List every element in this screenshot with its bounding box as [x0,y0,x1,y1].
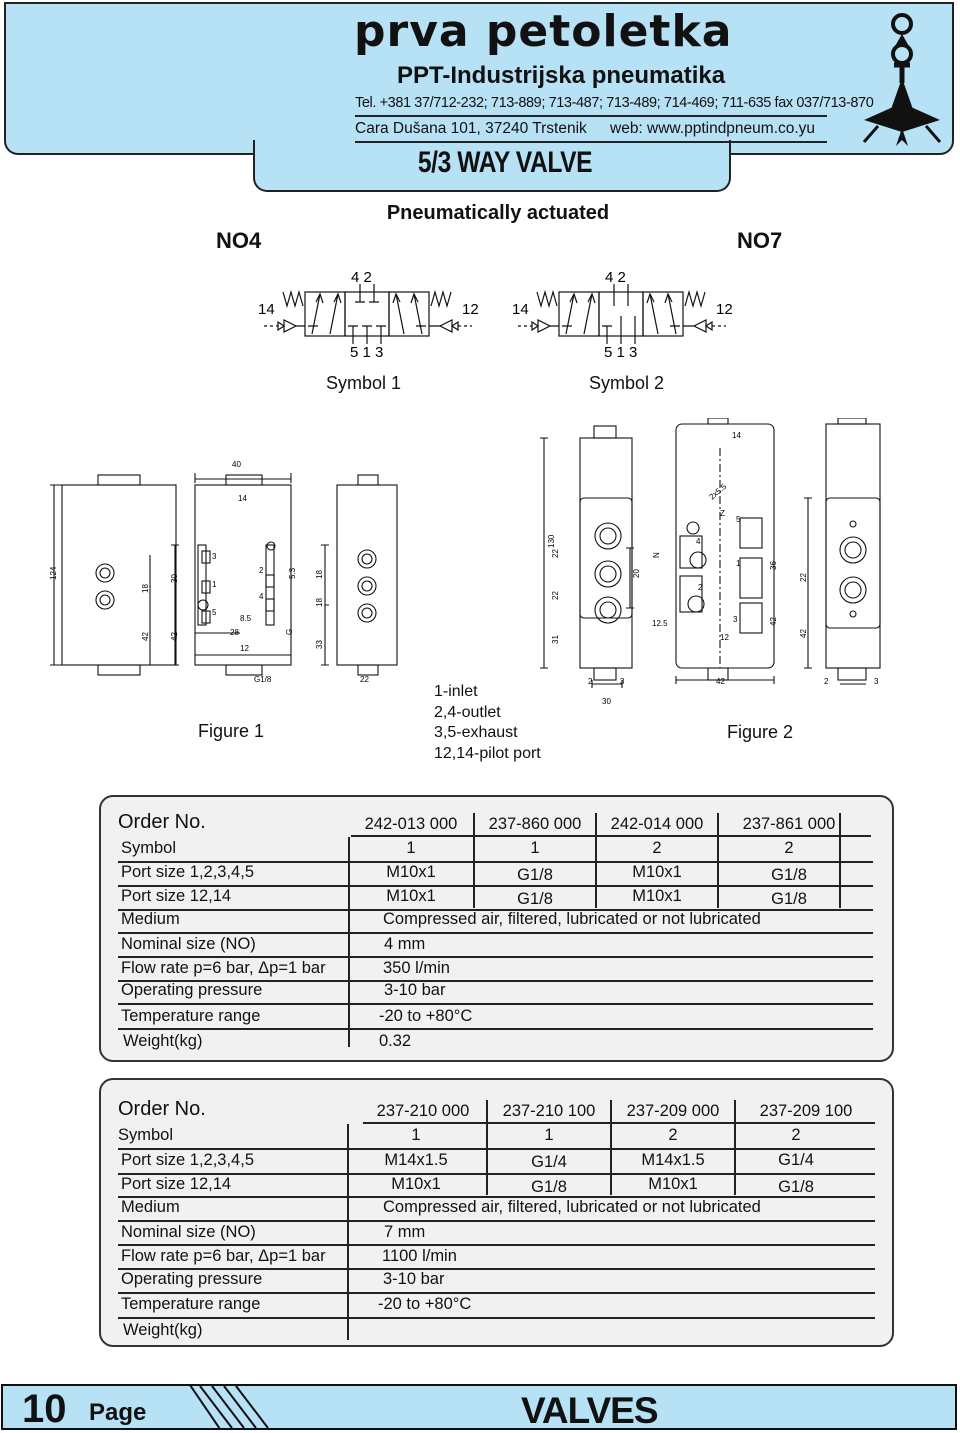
table-row: Medium Compressed air, filtered, lubricated or not lubricated [121,1198,761,1216]
svg-text:18: 18 [315,598,324,607]
page-word: Page [89,1399,147,1426]
code-no7: NO7 [737,228,783,253]
address-text: Cara Dušana 101, 37240 Trstenik [355,120,587,137]
order-number: 242-014 000 [610,815,704,833]
svg-text:31: 31 [551,635,560,644]
svg-text:42: 42 [769,617,778,626]
table-row: Nominal size (NO) 4 mm [121,935,426,953]
svg-text:4: 4 [259,592,264,601]
table-row: Flow rate p=6 bar, Δp=1 bar 1100 l/min [121,1247,457,1265]
svg-text:42: 42 [141,632,150,641]
ports-bottom: 5 1 3 [604,344,638,361]
svg-text:30: 30 [170,574,179,583]
ports-top: 4 2 [605,269,626,286]
svg-text:5: 5 [212,608,217,617]
section-title: VALVES [521,1390,658,1431]
svg-text:22: 22 [551,549,560,558]
figure-2-drawing [540,418,900,714]
header-rule [355,141,827,143]
order-number: 242-013 000 [364,815,458,833]
valve-symbol-2 [504,262,749,362]
svg-text:33: 33 [315,640,324,649]
spec-table-1 [99,795,894,1062]
figure-1-drawing [40,455,400,695]
page-number: 10 [22,1387,67,1431]
ports-top: 4 2 [351,269,372,286]
order-number: 237-861 000 [742,815,836,833]
pilot-port-14: 14 [512,301,529,318]
pilot-port-12: 12 [462,301,479,318]
table-row: Symbol 1 1 2 2 [118,1126,801,1144]
svg-text:8.5: 8.5 [240,614,252,623]
svg-text:12.5: 12.5 [652,619,668,628]
port-legend [434,682,541,764]
order-no-label: Order No. [118,811,206,833]
svg-text:G1/8: G1/8 [254,675,272,684]
svg-text:2x5.5: 2x5.5 [707,482,729,502]
phone-line: Tel. +381 37/712-232; 713-889; 713-487; 713-489; 714-469; 711-635 fax 037/713-870 [355,95,874,111]
table-row: Flow rate p=6 bar, Δp=1 bar 350 l/min [121,959,450,977]
svg-text:130: 130 [547,534,556,548]
svg-text:42: 42 [716,677,725,686]
table-row: Port size 1,2,3,4,5 M10x1 G1/8 M10x1 G1/8 [121,863,807,884]
svg-text:22: 22 [360,675,369,684]
legend-item: 3,5-exhaust [434,724,518,741]
order-number: 237-210 100 [502,1102,596,1120]
svg-text:22: 22 [551,591,560,600]
brand-logo-text: prva petoletka [354,6,733,57]
svg-text:42: 42 [170,632,179,641]
company-emblem-icon [858,8,948,148]
svg-text:40: 40 [232,460,241,469]
order-no-label: Order No. [118,1098,206,1120]
svg-text:2: 2 [588,677,593,686]
valve-symbol-1 [250,262,495,362]
table-header-row [101,1098,892,1121]
legend-item: 12,14-pilot port [434,744,541,762]
svg-text:1: 1 [212,580,217,589]
svg-text:2: 2 [259,566,264,575]
svg-text:3: 3 [620,677,625,686]
svg-text:22: 22 [799,573,808,582]
svg-text:3: 3 [874,677,879,686]
svg-text:36: 36 [769,561,778,570]
svg-text:5: 5 [736,515,741,524]
svg-text:3: 3 [212,552,217,561]
order-number: 237-209 100 [759,1102,853,1120]
legend-item: 2,4-outlet [434,703,501,721]
address-line [355,120,825,138]
page-footer [0,1382,960,1432]
spec-table-2 [99,1078,894,1347]
header-rule [355,115,827,117]
svg-text:12: 12 [240,644,249,653]
ports-bottom: 5 1 3 [350,344,384,361]
company-name: PPT-Industrijska pneumatika [397,62,726,89]
table-row: Temperature range -20 to +80°C [121,1007,473,1025]
svg-text:18: 18 [141,584,150,593]
figure-1-caption: Figure 1 [198,721,265,741]
table-row: Nominal size (NO) 7 mm [121,1223,426,1241]
svg-text:1: 1 [736,559,741,568]
svg-text:42: 42 [799,629,808,638]
table-row: Weight(kg) 0.32 [123,1032,412,1050]
actuation-heading: Pneumatically actuated [386,202,610,224]
svg-text:12: 12 [720,633,729,642]
svg-text:N: N [652,552,661,558]
svg-text:Z: Z [720,509,725,518]
table-row: Temperature range -20 to +80°C [121,1295,472,1313]
table-row: Operating pressure 3-10 bar [121,1270,445,1288]
table-row: Port size 12,14 M10x1 G1/8 M10x1 G1/8 [121,887,807,908]
figure-2-caption: Figure 2 [727,722,794,742]
svg-text:14: 14 [732,431,741,440]
svg-text:3: 3 [733,615,738,624]
web-address: web: www.pptindpneum.co.yu [610,120,816,137]
table-row: Symbol 1 1 2 2 [121,839,794,857]
table-header-row [101,811,892,834]
product-title: 5/3 WAY VALVE [417,146,593,179]
svg-text:20: 20 [632,569,641,578]
svg-text:5.3: 5.3 [288,567,297,579]
order-number: 237-860 000 [488,815,582,833]
svg-text:G: G [285,628,294,635]
symbol-1-caption: Symbol 1 [326,373,402,393]
svg-text:4: 4 [696,537,701,546]
svg-text:124: 124 [49,566,58,580]
svg-text:28: 28 [230,628,239,637]
svg-text:14: 14 [238,494,247,503]
pilot-port-12: 12 [716,301,733,318]
table-row: Weight(kg) [123,1321,203,1339]
table-row: Port size 1,2,3,4,5 M14x1.5 G1/4 M14x1.5 G1/4 [121,1151,814,1171]
pilot-port-14: 14 [258,301,275,318]
order-number: 237-210 000 [376,1102,470,1120]
symbol-2-caption: Symbol 2 [589,373,665,393]
table-row: Port size 12,14 M10x1 G1/8 M10x1 G1/8 [121,1175,814,1196]
table-row: Medium Compressed air, filtered, lubricated or not lubricated [121,910,761,928]
legend-item: 1-inlet [434,683,478,700]
svg-text:2: 2 [824,677,829,686]
order-number: 237-209 000 [626,1102,720,1120]
svg-text:2: 2 [698,583,703,592]
svg-text:30: 30 [602,697,611,706]
table-row: Operating pressure 3-10 bar [121,981,446,999]
code-no4: NO4 [216,228,262,253]
svg-text:18: 18 [315,570,324,579]
